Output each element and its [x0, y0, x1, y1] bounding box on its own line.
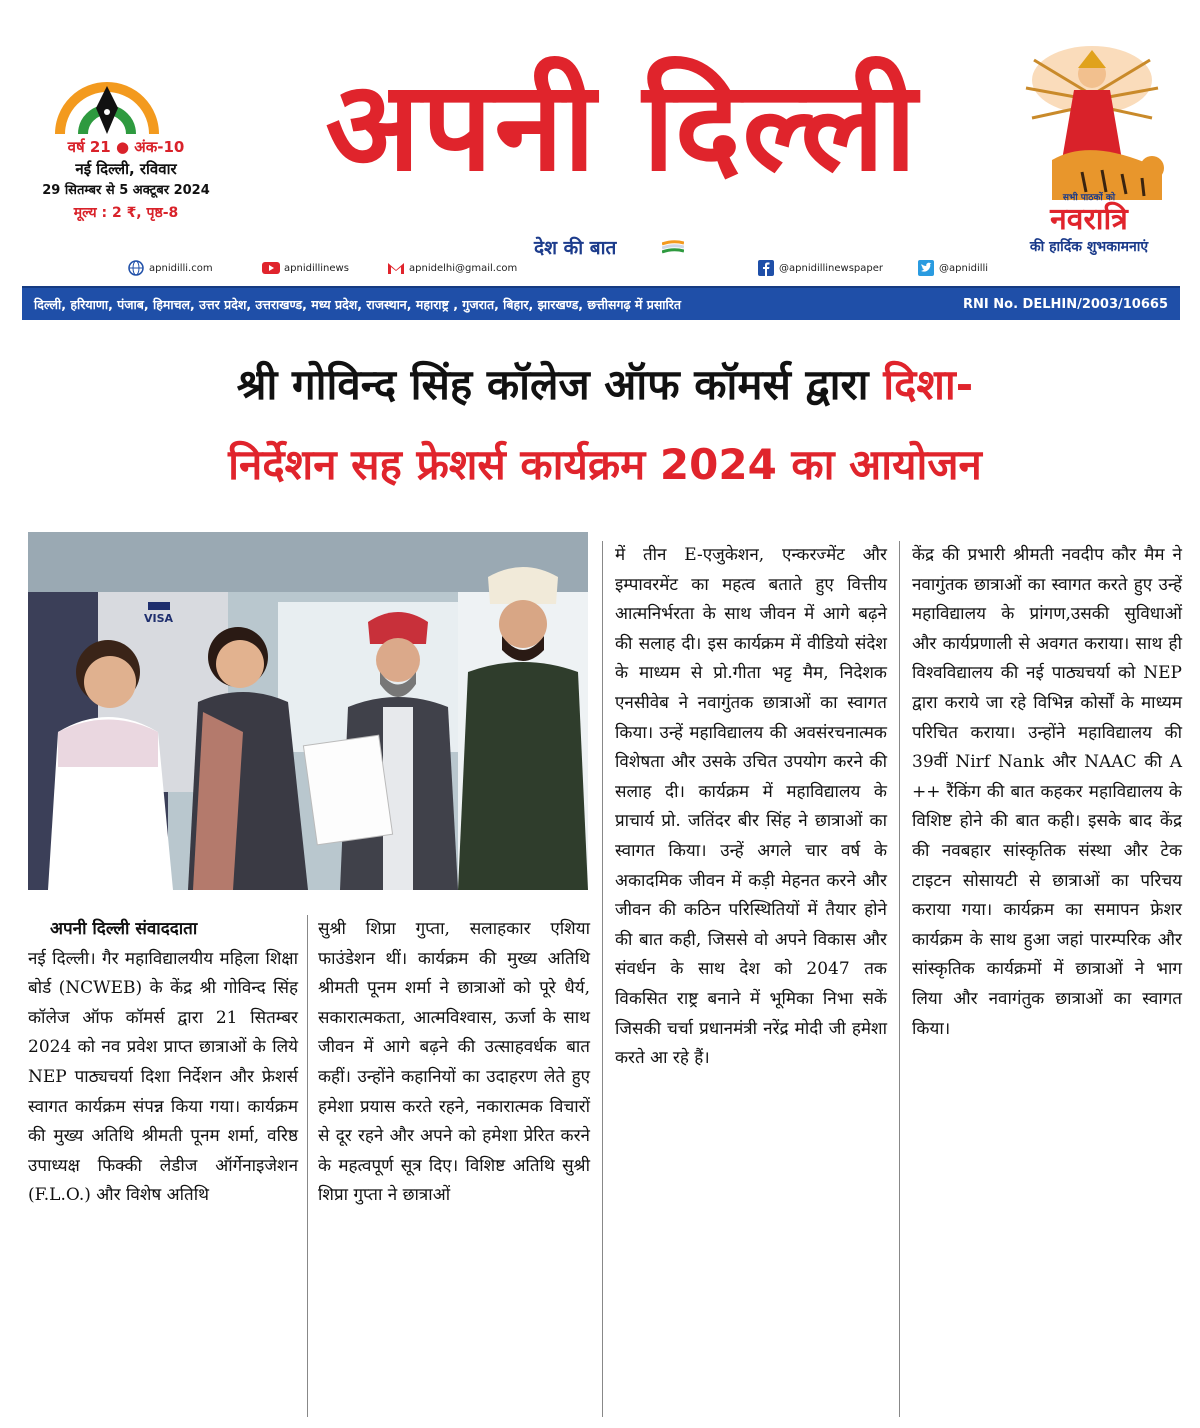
article-column-2: सुश्री शिप्रा गुप्ता, सलाहकार एशिया फाउंडेशन थीं। कार्यक्रम की मुख्य अतिथि श्रीमती पूनम शर्मा ने छात्राओं को पूरे धैर्य, सकारात्मकता, आत्मविश्वास, ऊर्जा के साथ जीवन में आगे बढ़ने की उत्साहवर्धक बात कहीं। उन्होंने कहानियों का उदाहरण लेते हुए हमेशा प्रयास करते रहने, नकारात्मक विचारों से दूर रहने और अपने को हमेशा प्रेरित करने के महत्वपूर्ण सूत्र दिए। विशिष्ट अतिथि सुश्री शिप्रा गुप्ता ने छात्राओं	[318, 919, 590, 1206]
issue-volume-line	[26, 136, 226, 158]
column-divider	[307, 915, 308, 1417]
facebook-icon	[757, 260, 775, 276]
navratri-greeting	[998, 190, 1180, 256]
region-bar	[22, 286, 1180, 320]
headline	[30, 345, 1180, 505]
gmail-icon	[387, 260, 405, 276]
headline-line-1-red: दिशा-	[883, 360, 974, 409]
headline-line-2: निर्देशन सह फ्रेशर्स कार्यक्रम 2024 का आयोजन	[228, 440, 982, 489]
youtube-icon	[262, 260, 280, 276]
twitter-text: @apnidilli	[939, 262, 989, 274]
navratri-small-text: सभी पाठकों को	[1062, 193, 1116, 203]
photo-banner-text: VISA	[144, 612, 174, 625]
facebook-text: @apnidillinewspaper	[779, 262, 884, 274]
headline-line-1-black: श्री गोविन्द सिंह कॉलेज ऑफ कॉमर्स द्वारा	[236, 360, 884, 409]
issue-dates: 29 सितम्बर से 5 अक्टूबर 2024	[42, 183, 210, 198]
twitter-link[interactable]	[917, 260, 988, 276]
headline-line-1	[30, 345, 1180, 425]
article-column-3: में तीन E-एजुकेशन, एन्करज्मेंट और इम्पावरमेंट का महत्व बताते हुए वित्तीय आत्मनिर्भरता के साथ जीवन में आगे बढ़ने की सलाह दी। इस कार्यक्रम में वीडियो संदेश के माध्यम से प्रो.गीता भट्ट मैम, निदेशक एनसीवेब ने नवागुंतक छात्राओं का स्वागत किया। उन्हें महाविद्यालय की अवसंरचनात्मक विशेषता और उसके उचित उपयोग करने की सलाह दी। कार्यक्रम में महाविद्यालय के प्राचार्य प्रो. जतिंदर बीर सिंह ने छात्राओं का स्वागत किया। उन्हें अगले चार वर्ष के अकादमिक जीवन में कड़ी मेहनत करने और जीवन की कठिन परिस्थितियों में तैयार होने की बात कही, जिससे वो अपने विकास और संवर्धन के साथ देश को 2047 तक विकसित राष्ट्र बनाने में भूमिका निभा सकें जिसकी चर्चा प्रधानमंत्री नरेंद्र मोदी जी हमेशा करते आ रहे हैं।	[615, 545, 887, 1069]
email-text: apnidelhi@gmail.com	[409, 262, 518, 274]
masthead	[22, 28, 1180, 320]
tricolor-flag-icon	[662, 240, 684, 254]
price-pages: मूल्य : 2 ₹, पृष्ठ-8	[73, 205, 179, 221]
tagline: देश की बात	[534, 237, 617, 259]
email-link[interactable]	[387, 260, 517, 276]
globe-icon	[127, 260, 145, 276]
regions-text: दिल्ली, हरियाणा, पंजाब, हिमाचल, उत्तर प्रदेश, उत्तराखण्ड, मध्य प्रदेश, राजस्थान, महाराष्ट्र , गुजरात, बिहार, झारखण्ड, छत्तीसगढ़ में प्रसारित	[34, 296, 682, 312]
goddess-durga-illustration	[1012, 40, 1172, 210]
bullet-icon: ●	[115, 138, 130, 156]
navratri-wish: की हार्दिक शुभकामनाएं	[1029, 239, 1149, 255]
youtube-text: apnidillinews	[284, 262, 349, 274]
navratri-title: नवरात्रि	[1050, 202, 1128, 237]
youtube-link[interactable]	[262, 260, 349, 276]
column-divider	[899, 541, 900, 1417]
event-photo	[28, 532, 588, 890]
issue-info	[26, 136, 226, 224]
website-link[interactable]	[127, 260, 213, 276]
rni-number: RNI No. DELHIN/2003/10665	[963, 296, 1168, 312]
column-divider	[602, 541, 603, 1417]
place-day: नई दिल्ली, रविवार	[75, 160, 177, 178]
issue-number: अंक-10	[134, 138, 185, 156]
website-text: apnidilli.com	[149, 262, 213, 274]
article-column-1	[28, 915, 298, 1211]
contact-strip	[127, 256, 989, 280]
paper-title: अपनी दिल्ली	[325, 55, 919, 199]
issue-volume: वर्ष 21	[67, 138, 111, 156]
article-column-4: केंद्र की प्रभारी श्रीमती नवदीप कौर मैम ने नवागुंतक छात्राओं का स्वागत करते हुए उन्हें महाविद्यालय के प्रांगण,उसकी सुविधाओं और कार्यप्रणाली से अवगत कराया। साथ ही विश्वविद्यालय की नई पाठ्यचर्या को NEP द्वारा कराये जा रहे विभिन्न कोर्सों के माध्यम परिचित कराया। उन्होंने महाविद्यालय की 39वीं Nirf Nank और NAAC की A ++ रैंकिंग की बात कहकर महाविद्यालय के विशिष्ट होने की बात कही। इसके बाद केंद्र की नवबहार सांस्कृतिक संस्था और टेक टाइटन सोसायटी से छात्राओं का परिचय कराया गया। कार्यक्रम का समापन फ्रेशर कार्यक्रम के साथ हुआ जहां पारम्परिक और सांस्कृतिक कार्यक्रमों में छात्राओं ने भाग लिया और नवागंतुक छात्राओं का स्वागत किया।	[912, 545, 1182, 1039]
byline: अपनी दिल्ली संवाददाता	[50, 919, 198, 939]
pen-nib-logo-icon	[52, 68, 162, 138]
facebook-link[interactable]	[757, 260, 883, 276]
column-1-text: नई दिल्ली। गैर महाविद्यालयीय महिला शिक्षा बोर्ड (NCWEB) के केंद्र श्री गोविन्द सिंह कॉलेज ऑफ कॉमर्स द्वारा 21 सितम्बर 2024 को नव प्रवेश प्राप्त छात्राओं के लिये NEP पाठ्यचर्या दिशा निर्देशन और फ्रेशर्स स्वागत कार्यक्रम संपन्न किया गया। कार्यक्रम की मुख्य अतिथि श्रीमती पूनम शर्मा, वरिष्ठ उपाध्यक्ष फिक्की लेडीज ऑर्गेनाइजेशन (F.L.O.) और विशेष अतिथि	[28, 948, 298, 1206]
twitter-icon	[917, 260, 935, 276]
